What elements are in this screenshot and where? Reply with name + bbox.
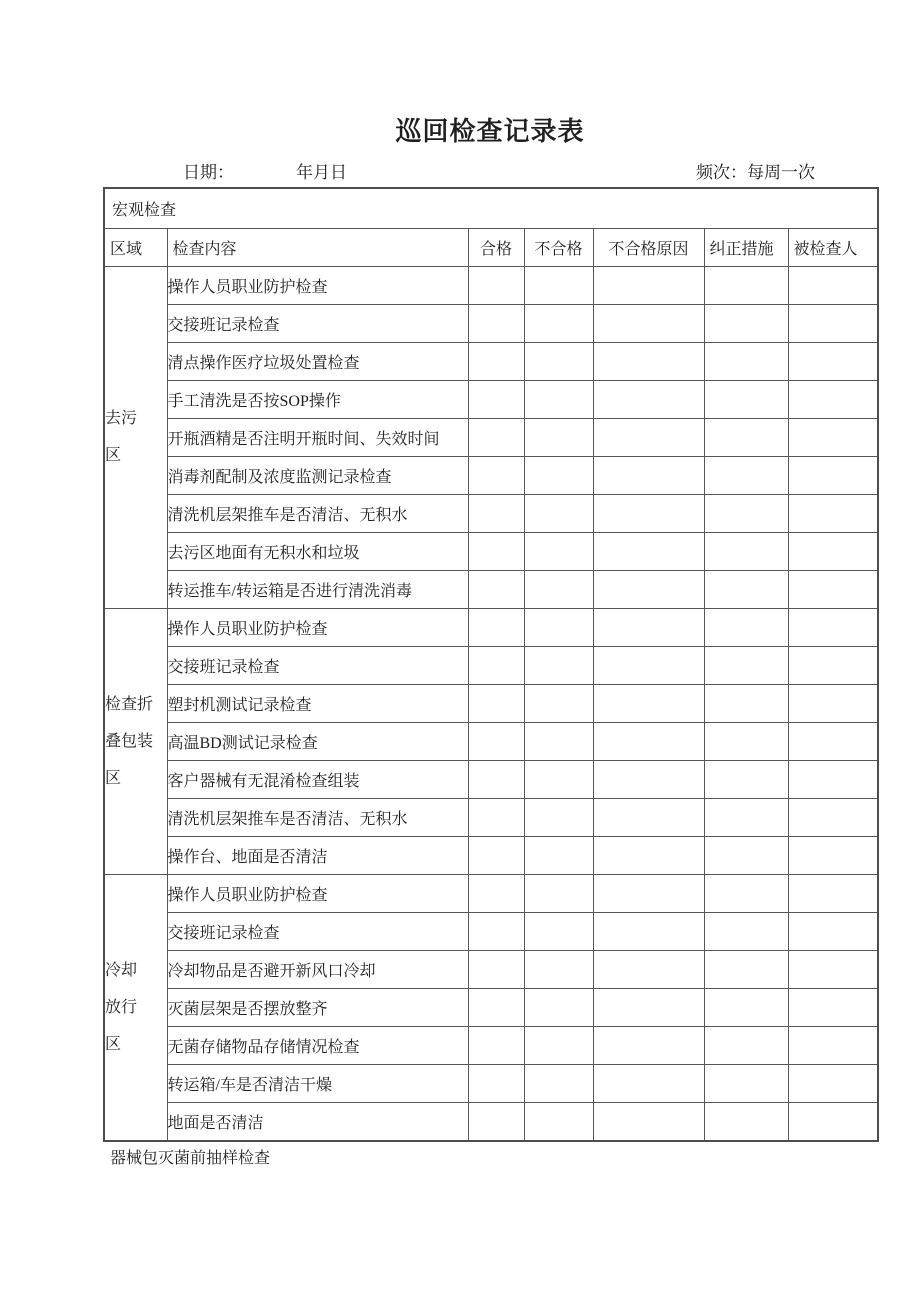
inspection-item: 去污区地面有无积水和垃圾 [167, 532, 468, 570]
qualified-cell [468, 1102, 524, 1141]
col-header-unqualified: 不合格 [524, 228, 593, 266]
area-label-1: 检查折 叠包装 区 [104, 608, 167, 874]
reason-cell [593, 342, 704, 380]
unqualified-cell [524, 342, 593, 380]
table-row [104, 380, 878, 418]
frequency-value: 每周一次 [747, 162, 815, 182]
table-row [104, 950, 878, 988]
reason-cell [593, 418, 704, 456]
table-row [104, 304, 878, 342]
unqualified-cell [524, 646, 593, 684]
reason-cell [593, 1102, 704, 1141]
inspection-item: 清洗机层架推车是否清洁、无积水 [167, 798, 468, 836]
section-header: 宏观检查 [104, 188, 878, 229]
correction-cell [704, 570, 788, 608]
correction-cell [704, 874, 788, 912]
reason-cell [593, 722, 704, 760]
unqualified-cell [524, 1064, 593, 1102]
reason-cell [593, 380, 704, 418]
qualified-cell [468, 646, 524, 684]
table-row [104, 722, 878, 760]
qualified-cell [468, 456, 524, 494]
inspected-person-cell [788, 304, 878, 342]
correction-cell [704, 722, 788, 760]
reason-cell [593, 570, 704, 608]
inspected-person-cell [788, 836, 878, 874]
inspection-table-body [104, 266, 878, 1141]
inspection-item: 冷却物品是否避开新风口冷却 [167, 950, 468, 988]
qualified-cell [468, 304, 524, 342]
inspected-person-cell [788, 532, 878, 570]
qualified-cell [468, 722, 524, 760]
reason-cell [593, 988, 704, 1026]
date-value: 年月日 [296, 162, 347, 182]
table-row [104, 646, 878, 684]
document-page [103, 0, 877, 1170]
col-header-correction: 纠正措施 [704, 228, 788, 266]
page-title: 巡回检查记录表 [395, 117, 585, 146]
correction-cell [704, 266, 788, 304]
inspection-item: 清点操作医疗垃圾处置检查 [167, 342, 468, 380]
correction-cell [704, 1102, 788, 1141]
table-row [104, 494, 878, 532]
qualified-cell [468, 874, 524, 912]
inspection-item: 操作人员职业防护检查 [167, 266, 468, 304]
reason-cell [593, 1026, 704, 1064]
correction-cell [704, 608, 788, 646]
unqualified-cell [524, 418, 593, 456]
reason-cell [593, 494, 704, 532]
unqualified-cell [524, 1102, 593, 1141]
reason-cell [593, 760, 704, 798]
frequency-field [696, 161, 815, 185]
unqualified-cell [524, 950, 593, 988]
inspection-item: 操作台、地面是否清洁 [167, 836, 468, 874]
table-row [104, 1026, 878, 1064]
col-header-area: 区域 [104, 228, 167, 266]
unqualified-cell [524, 532, 593, 570]
inspection-item: 客户器械有无混淆检查组装 [167, 760, 468, 798]
unqualified-cell [524, 760, 593, 798]
unqualified-cell [524, 1026, 593, 1064]
inspection-item: 转运推车/转运箱是否进行清洗消毒 [167, 570, 468, 608]
qualified-cell [468, 988, 524, 1026]
reason-cell [593, 304, 704, 342]
reason-cell [593, 266, 704, 304]
correction-cell [704, 494, 788, 532]
reason-cell [593, 798, 704, 836]
inspected-person-cell [788, 760, 878, 798]
reason-cell [593, 608, 704, 646]
date-label: 日期： [183, 162, 234, 182]
inspected-person-cell [788, 570, 878, 608]
qualified-cell [468, 570, 524, 608]
reason-cell [593, 532, 704, 570]
qualified-cell [468, 532, 524, 570]
unqualified-cell [524, 266, 593, 304]
table-row [104, 988, 878, 1026]
inspected-person-cell [788, 684, 878, 722]
unqualified-cell [524, 988, 593, 1026]
qualified-cell [468, 950, 524, 988]
reason-cell [593, 836, 704, 874]
qualified-cell [468, 1064, 524, 1102]
qualified-cell [468, 1026, 524, 1064]
inspection-item: 地面是否清洁 [167, 1102, 468, 1141]
inspected-person-cell [788, 798, 878, 836]
date-row [103, 161, 877, 185]
inspected-person-cell [788, 608, 878, 646]
qualified-cell [468, 798, 524, 836]
table-row [104, 570, 878, 608]
section-header-row [104, 188, 878, 229]
inspection-item: 手工清洗是否按SOP操作 [167, 380, 468, 418]
qualified-cell [468, 494, 524, 532]
frequency-label: 频次： [696, 162, 747, 182]
table-row [104, 532, 878, 570]
inspected-person-cell [788, 456, 878, 494]
unqualified-cell [524, 722, 593, 760]
inspected-person-cell [788, 646, 878, 684]
qualified-cell [468, 684, 524, 722]
inspected-person-cell [788, 912, 878, 950]
reason-cell [593, 912, 704, 950]
inspection-item: 塑封机测试记录检查 [167, 684, 468, 722]
inspected-person-cell [788, 950, 878, 988]
area-label-2: 冷却 放行 区 [104, 874, 167, 1141]
correction-cell [704, 342, 788, 380]
unqualified-cell [524, 494, 593, 532]
table-row [104, 456, 878, 494]
correction-cell [704, 988, 788, 1026]
inspected-person-cell [788, 722, 878, 760]
inspection-item: 交接班记录检查 [167, 304, 468, 342]
qualified-cell [468, 266, 524, 304]
correction-cell [704, 532, 788, 570]
inspection-item: 操作人员职业防护检查 [167, 608, 468, 646]
table-row [104, 684, 878, 722]
reason-cell [593, 874, 704, 912]
correction-cell [704, 646, 788, 684]
inspection-item: 高温BD测试记录检查 [167, 722, 468, 760]
inspection-item: 无菌存储物品存储情况检查 [167, 1026, 468, 1064]
unqualified-cell [524, 456, 593, 494]
table-row [104, 342, 878, 380]
table-row [104, 912, 878, 950]
qualified-cell [468, 836, 524, 874]
correction-cell [704, 684, 788, 722]
inspected-person-cell [788, 988, 878, 1026]
inspected-person-cell [788, 1064, 878, 1102]
correction-cell [704, 380, 788, 418]
col-header-qualified: 合格 [468, 228, 524, 266]
inspected-person-cell [788, 266, 878, 304]
table-row [104, 1102, 878, 1141]
table-row [104, 760, 878, 798]
reason-cell [593, 950, 704, 988]
col-header-inspected-person: 被检查人 [788, 228, 878, 266]
correction-cell [704, 1026, 788, 1064]
correction-cell [704, 1064, 788, 1102]
column-header-row [104, 228, 878, 266]
area-label-0: 去污 区 [104, 266, 167, 608]
inspected-person-cell [788, 342, 878, 380]
correction-cell [704, 456, 788, 494]
unqualified-cell [524, 380, 593, 418]
inspection-item: 消毒剂配制及浓度监测记录检查 [167, 456, 468, 494]
table-row [104, 266, 878, 304]
correction-cell [704, 304, 788, 342]
inspection-item: 操作人员职业防护检查 [167, 874, 468, 912]
unqualified-cell [524, 684, 593, 722]
inspected-person-cell [788, 874, 878, 912]
reason-cell [593, 456, 704, 494]
inspected-person-cell [788, 418, 878, 456]
inspected-person-cell [788, 1102, 878, 1141]
inspection-item: 灭菌层架是否摆放整齐 [167, 988, 468, 1026]
inspection-item: 转运箱/车是否清洁干燥 [167, 1064, 468, 1102]
table-row [104, 1064, 878, 1102]
reason-cell [593, 1064, 704, 1102]
unqualified-cell [524, 836, 593, 874]
footer-note: 器械包灭菌前抽样检查 [110, 1149, 271, 1167]
unqualified-cell [524, 570, 593, 608]
unqualified-cell [524, 874, 593, 912]
correction-cell [704, 912, 788, 950]
correction-cell [704, 418, 788, 456]
qualified-cell [468, 912, 524, 950]
inspected-person-cell [788, 1026, 878, 1064]
reason-cell [593, 684, 704, 722]
qualified-cell [468, 418, 524, 456]
inspection-item: 交接班记录检查 [167, 912, 468, 950]
col-header-reason: 不合格原因 [593, 228, 704, 266]
unqualified-cell [524, 608, 593, 646]
inspection-item: 清洗机层架推车是否清洁、无积水 [167, 494, 468, 532]
correction-cell [704, 836, 788, 874]
table-row [104, 836, 878, 874]
inspection-item: 开瓶酒精是否注明开瓶时间、失效时间 [167, 418, 468, 456]
inspection-table [103, 187, 879, 1142]
inspection-item: 交接班记录检查 [167, 646, 468, 684]
inspected-person-cell [788, 494, 878, 532]
qualified-cell [468, 760, 524, 798]
qualified-cell [468, 380, 524, 418]
correction-cell [704, 950, 788, 988]
table-row [104, 798, 878, 836]
table-row [104, 608, 878, 646]
correction-cell [704, 798, 788, 836]
unqualified-cell [524, 304, 593, 342]
table-row [104, 874, 878, 912]
unqualified-cell [524, 798, 593, 836]
qualified-cell [468, 342, 524, 380]
table-row [104, 418, 878, 456]
col-header-content: 检查内容 [167, 228, 468, 266]
qualified-cell [468, 608, 524, 646]
reason-cell [593, 646, 704, 684]
correction-cell [704, 760, 788, 798]
inspected-person-cell [788, 380, 878, 418]
unqualified-cell [524, 912, 593, 950]
